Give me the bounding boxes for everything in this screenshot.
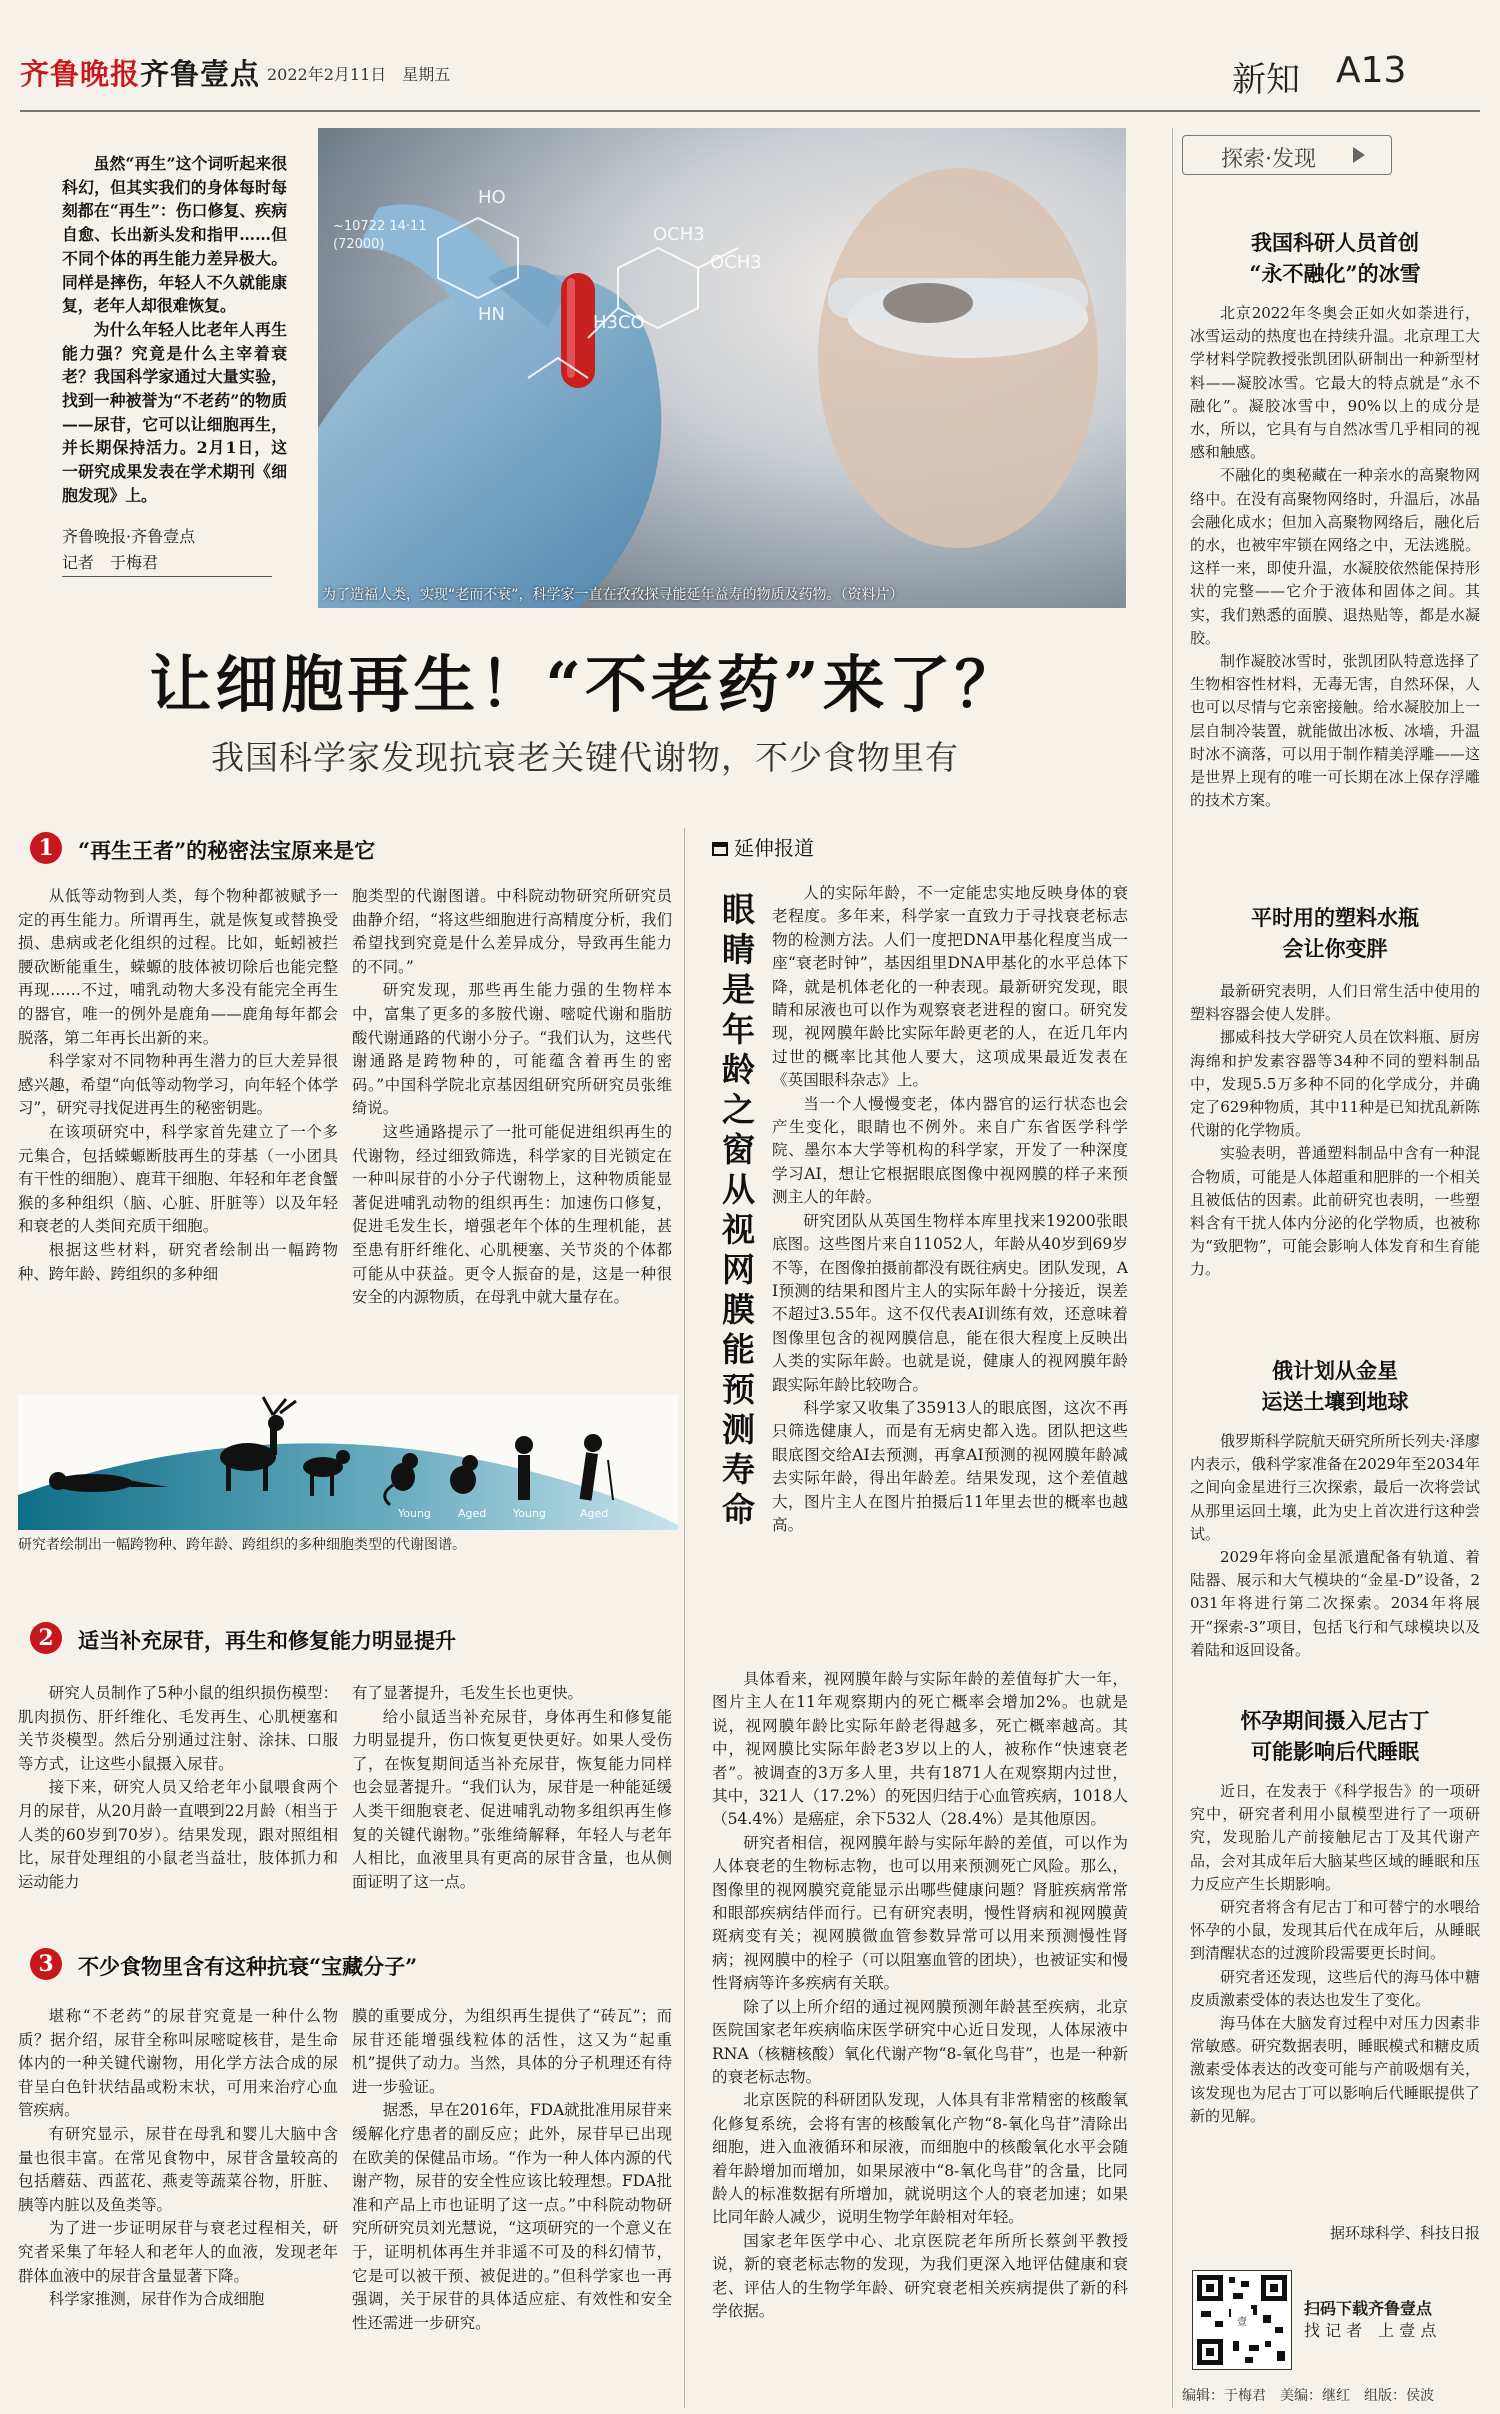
sec2-col1: 研究人员制作了5种小鼠的组织损伤模型：肌肉损伤、肝纤维化、毛发再生、心肌梗塞和关节炎模型。然后分别通过注射、涂抹、口服等方式，让这些小鼠摄入尿苷。 接下来，研究人员又给老年小鼠喂食两个月的尿苷，从20月龄一直喂到22月龄（相当于人类的60岁到70岁）。结果发现，跟对照组相比，尿苷处理组的小鼠老当益壮，肢体抓力和运动能力 (18, 1684, 338, 1891)
app-logo: 齐鲁壹点 (140, 57, 261, 91)
sidebar-source: 据环球科学、科技日报 (1329, 2224, 1480, 2242)
byline-reporter: 记者 于梅君 (62, 550, 272, 577)
section-name: 新知 (1232, 60, 1300, 100)
section-title: “再生王者”的秘密法宝原来是它 (78, 838, 376, 863)
figure-label: Aged (580, 1507, 609, 1520)
section-title: 不少食物里含有这种抗衰“宝藏分子” (78, 1954, 418, 1979)
editor-credits: 编辑：于梅君 美编：继红 组版：侯波 (1182, 2388, 1434, 2404)
chem-label: OCH3 (710, 252, 762, 273)
section-title: 适当补充尿苷，再生和修复能力明显提升 (78, 1628, 456, 1653)
column-divider (684, 828, 685, 2408)
header-rule (20, 110, 1480, 112)
extension-body: 人的实际年龄，不一定能忠实地反映身体的衰老程度。多年来，科学家一直致力于寻找衰老标志物的检测方法。人们一度把DNA甲基化程度当成一座“衰老时钟”，基因组里DNA甲基化的水平总体下降，就是机体老化的一种表现。最新研究发现，眼睛和尿液也可以作为观察衰老进程的窗口。研究发现，视网膜年龄比实际年龄更老的人，在近几年内过世的概率比其他人要大，这项成果最近发表在《英国眼科杂志》上。 当一个人慢慢变老，体内器官的运行状态也会产生变化，眼睛也不例外。来自广东省医学科学院、墨尔本大学等机构的科学家，开发了一种深度学习AI，想让它根据眼底图像中视网膜的样子来预测主人的年龄。 研究团队从英国生物样本库里找来19200张眼底图。这些图片来自11052人，年龄从40岁到69岁不等，在图像拍摄前都没有既往病史。团队发现，AI预测的结果和图片主人的实际年龄十分接近，误差不超过3.55年。这不仅代表AI训练有效，还意味着图像里包含的视网膜信息，能在很大程度上反映出人类的实际年龄。也就是说，健康人的视网膜年龄跟实际年龄比较吻合。 科学家又收集了35913人的眼底图，这次不再只筛选健康人，而是有无病史都入选。团队把这些眼底图交给AI去预测，再拿AI预测的视网膜年龄减去实际年龄，得出年龄差。结果发现，这个差值越大，图片主人在图片拍摄后11年里去世的概率也越高。 (772, 884, 1128, 1534)
qr-code[interactable] (1192, 2270, 1292, 2370)
sidebar-item-title: 俄计划从金星 运送土壤到地球 (1261, 1358, 1409, 1414)
sec3-col2: 膜的重要成分，为组织再生提供了“砖瓦”；而尿苷还能增强线粒体的活性，这又为“起重机”提供了动力。当然，具体的分子机理还有待进一步验证。 据悉，早在2016年，FDA就批准用尿苷来缓解化疗患者的副反应；此外，尿苷早已出现在欧美的保健品市场。“作为一种人体内源的代谢产物，尿苷的安全性应该比较理想。FDA批准和产品上市也证明了这一点。”中科院动物研究所研究员刘光慧说，“这项研究的一个意义在于，证明机体再生并非遥不可及的科幻情节，它是可以被干预、被促进的。”但科学家也一再强调，关于尿苷的具体适应症、有效性和安全性还需进一步研究。 (352, 2007, 672, 2332)
sidebar-tag (1182, 135, 1392, 175)
extension-tag (712, 832, 814, 861)
intro-text: 虽然“再生”这个词听起来很科幻，但其实我们的身体每时每刻都在“再生”：伤口修复、疾病自愈、长出新头发和指甲……但不同个体的再生能力差异极大。同样是摔伤，年轻人不久就能康复，老年人却很难恢复。 为什么年轻人比老年人再生能力强？究竟是什么主宰着衰老？我国科学家通过大量实验，找到一种被誉为“不老药”的物质——尿苷，它可以让细胞再生，并长期保持活力。2月1日，这一研究成果发表在学术期刊《细胞发现》上。 (62, 154, 287, 505)
sec1-col2: 胞类型的代谢图谱。中科院动物研究所研究员曲静介绍，“将这些细胞进行高精度分析，我们希望找到究竟是什么差异成分，导致再生能力的不同。” 研究发现，那些再生能力强的生物样本中，富集了更多的多胺代谢、嘧啶代谢和脂肪酸代谢通路的代谢小分子。“我们认为，这些代谢通路是跨物种的，可能蕴含着再生的密码。”中国科学院北京基因组研究所研究员张维绮说。 这些通路提示了一批可能促进组织再生的代谢物，经过细致筛选，科学家的目光锁定在一种叫尿苷的小分子代谢物上，这种物质能显著促进哺乳动物的组织再生：加速伤口修复，促进毛发生长，增强老年个体的生理机能，甚至患有肝纤维化、心肌梗塞、关节炎的个体都可能从中获益。更令人振奋的是，这是一种很安全的内源物质，在母乳中就大量存在。 (352, 887, 672, 1307)
chem-label: HO (478, 187, 506, 208)
chem-label: OCH3 (653, 224, 705, 245)
chem-label: ~10722 14·11 (333, 219, 427, 234)
section-number-badge: 1 (30, 832, 62, 864)
sidebar-item-body: 近日，在发表于《科学报告》的一项研究中，研究者利用小鼠模型进行了一项研究，发现胎儿产前接触尼古丁及其代谢产品，会对其成年后大脑某些区域的睡眠和压力反应产生长期影响。 研究者将含有尼古丁和可替宁的水喂给怀孕的小鼠，发现其后代在成年后，从睡眠到清醒状态的过渡阶段需要更长时间。 研究者还发现，这些后代的海马体中糖皮质激素受体的表达也发生了变化。 海马体在大脑发育过程中对压力因素非常敏感。研究数据表明，睡眠模式和糖皮质激素受体表达的改变可能与产前吸烟有关，该发现也为尼古丁可以影响后代睡眠提供了新的见解。 (1190, 1782, 1480, 2125)
page-number: A13 (1336, 50, 1407, 91)
sidebar-item-body: 北京2022年冬奥会正如火如荼进行，冰雪运动的热度也在持续升温。北京理工大学材料学院教授张凯团队研制出一种新型材料——凝胶冰雪。它最大的特点就是“永不融化”。凝胶冰雪中，90%以上的成分是水，所以，它具有与自然冰雪几乎相同的视感和触感。 不融化的奥秘藏在一种亲水的高聚物网络中。在没有高聚物网络时，升温后，冰晶会融化成水；但加入高聚物网络后，融化后的水，也被牢牢锁在网络之中，无法逃脱。这样一来，即使升温，水凝胶依然能保持形状的完整——它介于液体和固体之间。其实，我们熟悉的面膜、退热贴等，都是水凝胶。 制作凝胶冰雪时，张凯团队特意选择了生物相容性材料，无毒无害，自然环保，人也可以尽情与它亲密接触。给水凝胶加上一层自制冷装置，就能做出冰板、冰墙，升温时冰不滴落，可以用于制作精美浮雕——这是世界上现有的唯一可长期在冰上保存浮雕的技术方案。 (1190, 304, 1480, 810)
sidebar-item-title: 平时用的塑料水瓶 会让你变胖 (1251, 905, 1419, 961)
regeneration-figure (18, 1395, 678, 1530)
chem-label: HN (478, 304, 505, 325)
sidebar-item-title: 怀孕期间摄入尼古丁 可能影响后代睡眠 (1240, 1708, 1430, 1764)
sidebar-item-body: 最新研究表明，人们日常生活中使用的塑料容器会使人发胖。 挪威科技大学研究人员在饮料瓶、厨房海绵和护发素容器等34种不同的塑料制品中，发现5.5万多种不同的化学成分，并确定了629种物质，其中11种是已知扰乱新陈代谢的化学物质。 实验表明，普通塑料制品中含有一种混合物质，可能是人体超重和肥胖的一个相关且被低估的因素。此前研究也表明，一些塑料含有干扰人体内分泌的化学物质，也被称为“致肥物”，可能会影响人体发育和生育能力。 (1190, 982, 1480, 1279)
extension-tag-label: 延伸报道 (734, 836, 814, 860)
photo-caption: 为了造福人类，实现“老而不衰”，科学家一直在孜孜探寻能延年益寿的物质及药物。（资料片） (322, 587, 904, 603)
sec3-col1: 堪称“不老药”的尿苷究竟是一种什么物质？据介绍，尿苷全称叫尿嘧啶核苷，是生命体内的一种关键代谢物，用化学方法合成的尿苷呈白色针状结晶或粉末状，可用来治疗心血管疾病。 有研究显示，尿苷在母乳和婴儿大脑中含量也很丰富。在常见食物中，尿苷含量较高的包括蘑菇、西蓝花、燕麦等蔬菜谷物，肝脏、胰等内脏以及鱼类等。 为了进一步证明尿苷与衰老过程相关，研究者采集了年轻人和老年人的血液，发现老年群体血液中的尿苷含量显著下降。 科学家推测，尿苷作为合成细胞 (18, 2007, 338, 2309)
section-number-badge: 3 (30, 1948, 62, 1980)
triangle-icon (1353, 147, 1365, 163)
qr-caption-line: 扫码下载齐鲁壹点 (1304, 2299, 1433, 2318)
qr-caption (1304, 2298, 1436, 2342)
svg-text:壹: 壹 (1237, 2317, 1247, 2328)
qr-code-icon (1193, 2271, 1291, 2369)
issue-date: 2022年2月11日 星期五 (267, 65, 451, 84)
figure-label: Young (398, 1507, 431, 1520)
figure-caption: 研究者绘制出一幅跨物种、跨年龄、跨组织的多种细胞类型的代谢图谱。 (18, 1537, 466, 1553)
figure-label: Aged (458, 1507, 487, 1520)
qr-caption-line: 找 记 者 上 壹 点 (1304, 2321, 1437, 2340)
sec2-col2: 有了显著提升，毛发生长也更快。 给小鼠适当补充尿苷，身体再生和修复能力明显提升，伤口恢复更快更好。如果人受伤了，在恢复期间适当补充尿苷，恢复能力同样也会显著提升。“我们认为，尿苷是一种能延缓人类干细胞衰老、促进哺乳动物多组织再生修复的关键代谢物。”张维绮解释，年轻人与老年人相比，血液里具有更高的尿苷含量，也从侧面证明了这一点。 (352, 1684, 672, 1891)
chem-label: H3CO (593, 312, 645, 333)
document-icon (712, 842, 728, 856)
figure-label: Young (513, 1507, 546, 1520)
main-headline: 让细胞再生！“不老药”来了？ (149, 648, 1021, 721)
newspaper-logo: 齐鲁晚报齐鲁壹点 (20, 57, 261, 91)
sidebar-item-body: 俄罗斯科学院航天研究所所长列夫·泽廖内表示，俄科学家准备在2029年至2034年之间向金星进行三次探索，最后一次将尝试从那里运回土壤，此为史上首次进行这种尝试。 2029年将向金星派遣配备有轨道、着陆器、展示和大气模块的“金星-D”设备，2031年将进行第二次探索。2034年将展开“探索-3”项目，包括飞行和气球模块以及着陆和返回设备。 (1190, 1432, 1480, 1659)
lead-photo (318, 128, 1126, 608)
extension-body-cont: 具体看来，视网膜年龄与实际年龄的差值每扩大一年，图片主人在11年观察期内的死亡概率会增加2%。也就是说，视网膜年龄比实际年龄老得越多，死亡概率越高。其中，视网膜比实际年龄老3岁以上的人，被称作“快速衰老者”。被调查的3万多人里，共有1871人在观察期内过世，其中，321人（17.2%）的死因归结于心血管疾病，1018人（54.4%）是癌症，余下532人（28.4%）是其他原因。 研究者相信，视网膜年龄与实际年龄的差值，可以作为人体衰老的生物标志物，也可以用来预测死亡风险。那么，图像里的视网膜究竟能显示出哪些健康问题？肾脏疾病常常和眼部疾病结伴而行。已有研究表明，慢性肾病和视网膜黄斑病变有关；视网膜微血管参数异常可以用来预测慢性肾病；视网膜中的栓子（可以阻塞血管的团块），也被证实和慢性肾病等许多疾病有关联。 除了以上所介绍的通过视网膜预测年龄甚至疾病，北京医院国家老年疾病临床医学研究中心近日发现，人体尿液中RNA（核糖核酸）氧化代谢产物“8-氧化鸟苷”，也是一种新的衰老标志物。 北京医院的科研团队发现，人体具有非常精密的核酸氧化修复系统，会将有害的核酸氧化产物“8-氧化鸟苷”清除出细胞，进入血液循环和尿液，而细胞中的核酸氧化水平会随着年龄增加而增加，如果尿液中“8-氧化鸟苷”的含量，比同龄人的标准数据有所增加，就说明这个人的衰老加速；如果比同年龄人减少，说明生物学年龄相对年轻。 国家老年医学中心、北京医院老年所所长蔡剑平教授说，新的衰老标志物的发现，为我们更深入地评估健康和衰老、评估人的生物学年龄、研究衰老相关疾病提供了新的科学依据。 (712, 1670, 1128, 2320)
section-number-badge: 2 (30, 1622, 62, 1654)
lab-scientist-illustration (318, 128, 1126, 608)
sec1-col1: 从低等动物到人类，每个物种都被赋予一定的再生能力。所谓再生，就是恢复或替换受损、患病或老化组织的过程。比如，蚯蚓被拦腰砍断能重生，蝾螈的肢体被切除后也能完整再现……不过，哺乳动物大多没有能完全再生的器官，唯一的例外是鹿角——鹿角每年都会脱落，第二年再长出新的来。 科学家对不同物种再生潜力的巨大差异很感兴趣，希望“向低等动物学习，向年轻个体学习”，研究寻找促进再生的秘密钥匙。 在该项研究中，科学家首先建立了一个多元集合，包括蝾螈断肢再生的芽基（一小团具有干性的细胞）、鹿茸干细胞、年轻和年老食蟹猴的多种组织（脑、心脏、肝脏等）以及年轻和衰老的人类间充质干细胞。 根据这些材料，研究者绘制出一幅跨物种、跨年龄、跨组织的多种细 (18, 887, 338, 1283)
species-age-illustration (18, 1395, 678, 1530)
byline (62, 524, 287, 577)
extension-title: 眼睛是年龄之窗 从视网膜能预测寿命 (722, 890, 788, 1529)
sidebar-item-title: 我国科研人员首创 “永不融化”的冰雪 (1249, 230, 1421, 286)
sub-headline: 我国科学家发现抗衰老关键代谢物，不少食物里有 (211, 738, 959, 777)
sidebar-divider (1172, 128, 1173, 2408)
sidebar-tag-label: 探索·发现 (1221, 147, 1316, 172)
weekday: 星期五 (402, 65, 451, 84)
chem-label: (72000) (333, 237, 385, 252)
byline-source: 齐鲁晚报·齐鲁壹点 (62, 527, 196, 546)
